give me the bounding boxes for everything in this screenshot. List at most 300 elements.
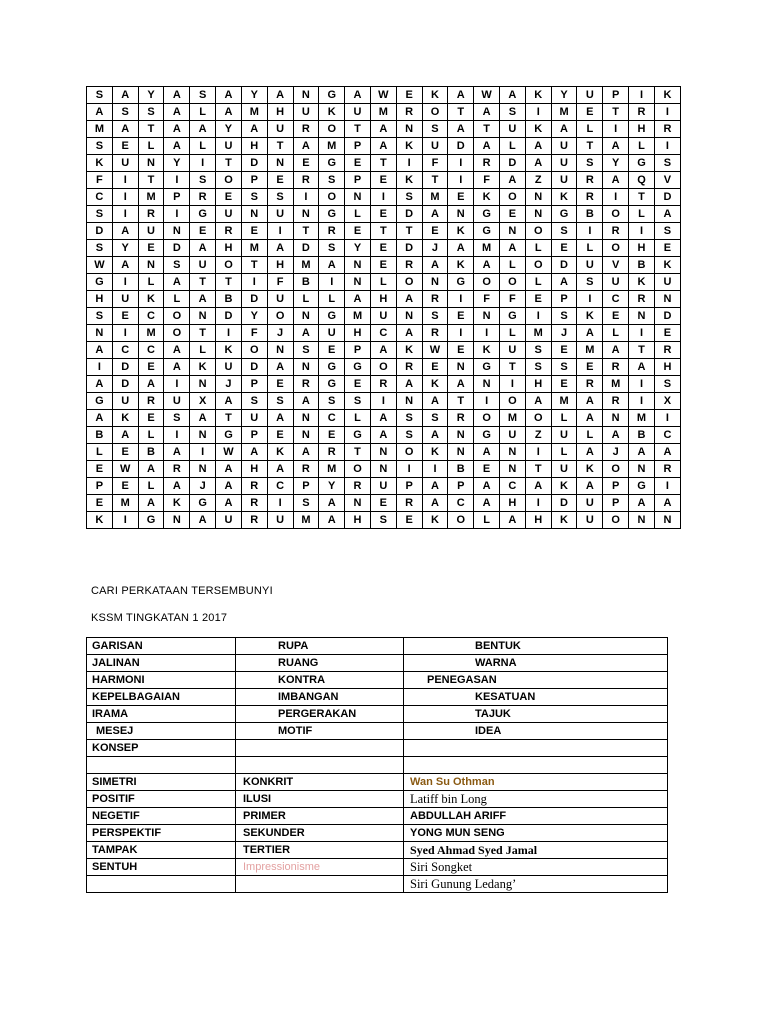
- grid-row: [87, 240, 681, 257]
- grid-letter: H: [241, 138, 267, 155]
- grid-letter: I: [112, 206, 138, 223]
- grid-letter: R: [629, 291, 655, 308]
- grid-row: [87, 206, 681, 223]
- grid-letter: A: [422, 206, 448, 223]
- term-cell: NEGETIF: [87, 808, 236, 825]
- grid-letter: I: [190, 444, 216, 461]
- grid-letter: A: [164, 274, 190, 291]
- word-cell: [404, 740, 668, 757]
- grid-letter: U: [216, 206, 242, 223]
- grid-letter: A: [267, 359, 293, 376]
- grid-letter: H: [370, 291, 396, 308]
- word-cell: [87, 757, 236, 774]
- grid-letter: U: [370, 308, 396, 325]
- grid-letter: K: [422, 512, 448, 529]
- grid-letter: M: [551, 104, 577, 121]
- grid-letter: R: [241, 512, 267, 529]
- grid-letter: K: [216, 342, 242, 359]
- grid-letter: A: [603, 342, 629, 359]
- grid-letter: G: [190, 206, 216, 223]
- grid-letter: I: [654, 410, 680, 427]
- grid-letter: N: [293, 410, 319, 427]
- grid-letter: L: [345, 410, 371, 427]
- grid-letter: S: [551, 223, 577, 240]
- grid-letter: U: [551, 461, 577, 478]
- grid-letter: T: [190, 325, 216, 342]
- word-cell: KONSEP: [87, 740, 236, 757]
- grid-row: [87, 461, 681, 478]
- grid-letter: A: [370, 410, 396, 427]
- grid-letter: G: [474, 359, 500, 376]
- grid-letter: T: [216, 274, 242, 291]
- grid-letter: A: [164, 104, 190, 121]
- grid-letter: H: [629, 240, 655, 257]
- grid-letter: A: [422, 257, 448, 274]
- grid-letter: M: [241, 104, 267, 121]
- grid-letter: O: [500, 189, 526, 206]
- grid-letter: F: [474, 172, 500, 189]
- grid-letter: N: [138, 155, 164, 172]
- grid-letter: L: [603, 325, 629, 342]
- grid-letter: D: [551, 495, 577, 512]
- grid-letter: E: [577, 104, 603, 121]
- grid-letter: U: [164, 393, 190, 410]
- grid-letter: P: [241, 376, 267, 393]
- grid-letter: E: [448, 342, 474, 359]
- grid-letter: G: [190, 495, 216, 512]
- grid-letter: O: [319, 189, 345, 206]
- grid-letter: L: [138, 274, 164, 291]
- grid-letter: W: [474, 87, 500, 104]
- term-cell: PRIMER: [236, 808, 404, 825]
- grid-letter: A: [241, 444, 267, 461]
- grid-letter: N: [370, 461, 396, 478]
- grid-letter: A: [241, 121, 267, 138]
- grid-letter: E: [112, 444, 138, 461]
- grid-letter: O: [525, 257, 551, 274]
- grid-letter: E: [525, 291, 551, 308]
- grid-letter: E: [138, 240, 164, 257]
- grid-letter: T: [345, 121, 371, 138]
- grid-letter: N: [396, 393, 422, 410]
- grid-letter: U: [216, 138, 242, 155]
- grid-letter: A: [577, 410, 603, 427]
- grid-letter: U: [112, 155, 138, 172]
- grid-row: [87, 87, 681, 104]
- grid-letter: T: [603, 104, 629, 121]
- grid-letter: H: [654, 359, 680, 376]
- grid-letter: L: [293, 291, 319, 308]
- grid-letter: N: [345, 189, 371, 206]
- grid-row: [87, 172, 681, 189]
- grid-letter: I: [629, 325, 655, 342]
- grid-letter: M: [422, 189, 448, 206]
- grid-letter: A: [577, 325, 603, 342]
- grid-letter: K: [87, 512, 113, 529]
- grid-letter: I: [112, 274, 138, 291]
- grid-letter: A: [190, 291, 216, 308]
- grid-letter: K: [396, 138, 422, 155]
- grid-letter: P: [345, 172, 371, 189]
- grid-letter: I: [164, 376, 190, 393]
- grid-letter: I: [654, 104, 680, 121]
- grid-letter: D: [654, 308, 680, 325]
- grid-letter: S: [551, 359, 577, 376]
- grid-letter: E: [112, 308, 138, 325]
- grid-letter: W: [216, 444, 242, 461]
- grid-letter: N: [293, 87, 319, 104]
- grid-letter: G: [319, 308, 345, 325]
- grid-letter: R: [190, 189, 216, 206]
- grid-letter: I: [112, 325, 138, 342]
- grid-letter: Y: [319, 478, 345, 495]
- grid-letter: O: [525, 410, 551, 427]
- grid-letter: K: [396, 342, 422, 359]
- grid-letter: A: [216, 104, 242, 121]
- grid-letter: T: [422, 172, 448, 189]
- grid-letter: K: [267, 444, 293, 461]
- grid-letter: Y: [138, 87, 164, 104]
- grid-letter: A: [319, 257, 345, 274]
- grid-letter: E: [112, 138, 138, 155]
- grid-letter: I: [448, 325, 474, 342]
- grid-letter: R: [422, 325, 448, 342]
- grid-letter: T: [267, 138, 293, 155]
- grid-letter: A: [396, 325, 422, 342]
- grid-letter: C: [500, 478, 526, 495]
- grid-letter: M: [525, 325, 551, 342]
- grid-letter: O: [500, 393, 526, 410]
- grid-letter: A: [138, 461, 164, 478]
- grid-letter: D: [241, 155, 267, 172]
- grid-letter: S: [654, 155, 680, 172]
- grid-letter: O: [319, 121, 345, 138]
- grid-letter: C: [87, 189, 113, 206]
- grid-letter: U: [577, 512, 603, 529]
- grid-letter: S: [293, 342, 319, 359]
- grid-letter: I: [603, 189, 629, 206]
- grid-letter: L: [138, 427, 164, 444]
- grid-letter: S: [112, 104, 138, 121]
- word-cell: MESEJ: [87, 723, 236, 740]
- grid-letter: N: [138, 257, 164, 274]
- grid-letter: I: [422, 461, 448, 478]
- grid-letter: A: [551, 274, 577, 291]
- grid-letter: I: [629, 223, 655, 240]
- grid-letter: I: [319, 274, 345, 291]
- grid-letter: Y: [241, 87, 267, 104]
- grid-letter: U: [551, 155, 577, 172]
- grid-letter: A: [164, 121, 190, 138]
- grid-letter: S: [500, 104, 526, 121]
- word-cell: [236, 740, 404, 757]
- grid-letter: E: [112, 478, 138, 495]
- grid-letter: M: [138, 325, 164, 342]
- grid-letter: A: [500, 240, 526, 257]
- term-cell: [87, 876, 236, 893]
- grid-letter: S: [164, 257, 190, 274]
- grid-letter: N: [370, 444, 396, 461]
- word-cell: PENEGASAN: [404, 672, 668, 689]
- grid-letter: U: [500, 427, 526, 444]
- grid-letter: D: [164, 240, 190, 257]
- grid-letter: I: [370, 393, 396, 410]
- grid-letter: A: [190, 121, 216, 138]
- grid-letter: U: [654, 274, 680, 291]
- grid-letter: P: [603, 495, 629, 512]
- grid-letter: I: [629, 393, 655, 410]
- word-cell: MOTIF: [236, 723, 404, 740]
- grid-letter: S: [654, 376, 680, 393]
- grid-letter: U: [422, 138, 448, 155]
- grid-letter: L: [577, 240, 603, 257]
- grid-letter: N: [500, 444, 526, 461]
- grid-letter: K: [448, 257, 474, 274]
- term-cell: Impressionisme: [236, 859, 404, 876]
- grid-letter: S: [577, 155, 603, 172]
- grid-letter: M: [474, 240, 500, 257]
- grid-letter: G: [138, 512, 164, 529]
- grid-letter: A: [112, 87, 138, 104]
- grid-letter: A: [525, 478, 551, 495]
- grid-letter: I: [525, 495, 551, 512]
- grid-letter: R: [293, 461, 319, 478]
- grid-letter: A: [370, 121, 396, 138]
- grid-letter: C: [138, 342, 164, 359]
- grid-letter: G: [345, 359, 371, 376]
- grid-row: [87, 410, 681, 427]
- grid-letter: I: [654, 478, 680, 495]
- grid-letter: A: [577, 478, 603, 495]
- grid-letter: O: [345, 461, 371, 478]
- grid-letter: C: [370, 325, 396, 342]
- word-row: [87, 723, 668, 740]
- grid-letter: S: [319, 240, 345, 257]
- grid-letter: A: [164, 478, 190, 495]
- grid-row: [87, 427, 681, 444]
- grid-letter: G: [87, 274, 113, 291]
- grid-letter: I: [448, 155, 474, 172]
- grid-letter: D: [500, 155, 526, 172]
- grid-letter: R: [216, 223, 242, 240]
- grid-letter: L: [164, 291, 190, 308]
- grid-letter: M: [293, 257, 319, 274]
- grid-letter: A: [474, 495, 500, 512]
- grid-letter: S: [319, 172, 345, 189]
- grid-letter: O: [525, 223, 551, 240]
- grid-letter: N: [448, 206, 474, 223]
- grid-letter: E: [577, 359, 603, 376]
- grid-letter: E: [87, 495, 113, 512]
- grid-letter: T: [629, 342, 655, 359]
- grid-letter: R: [654, 342, 680, 359]
- grid-letter: B: [87, 427, 113, 444]
- grid-letter: O: [216, 257, 242, 274]
- grid-letter: O: [500, 274, 526, 291]
- grid-letter: Q: [629, 172, 655, 189]
- grid-letter: X: [654, 393, 680, 410]
- word-cell: KONTRA: [236, 672, 404, 689]
- grid-letter: I: [164, 206, 190, 223]
- grid-letter: N: [396, 308, 422, 325]
- grid-letter: N: [293, 359, 319, 376]
- grid-letter: M: [345, 308, 371, 325]
- grid-letter: R: [603, 223, 629, 240]
- grid-letter: N: [87, 325, 113, 342]
- grid-letter: E: [241, 223, 267, 240]
- grid-letter: N: [267, 155, 293, 172]
- grid-letter: L: [474, 512, 500, 529]
- grid-row: [87, 342, 681, 359]
- grid-letter: A: [525, 393, 551, 410]
- word-list-table: [86, 637, 668, 893]
- grid-row: [87, 393, 681, 410]
- grid-letter: I: [603, 121, 629, 138]
- grid-letter: N: [190, 376, 216, 393]
- grid-letter: S: [370, 512, 396, 529]
- grid-letter: O: [603, 240, 629, 257]
- grid-letter: R: [319, 223, 345, 240]
- word-row: [87, 740, 668, 757]
- grid-letter: A: [112, 121, 138, 138]
- grid-letter: G: [474, 206, 500, 223]
- grid-letter: J: [267, 325, 293, 342]
- word-cell: HARMONI: [87, 672, 236, 689]
- grid-letter: A: [500, 87, 526, 104]
- artist-cell: YONG MUN SENG: [404, 825, 668, 842]
- grid-letter: T: [216, 410, 242, 427]
- word-cell: TAJUK: [404, 706, 668, 723]
- grid-letter: G: [474, 223, 500, 240]
- grid-letter: O: [448, 512, 474, 529]
- grid-letter: S: [422, 308, 448, 325]
- word-cell: IRAMA: [87, 706, 236, 723]
- grid-letter: O: [474, 274, 500, 291]
- grid-letter: I: [577, 291, 603, 308]
- grid-letter: Y: [241, 308, 267, 325]
- grid-letter: M: [603, 376, 629, 393]
- grid-letter: P: [293, 478, 319, 495]
- grid-letter: S: [190, 172, 216, 189]
- grid-letter: K: [422, 444, 448, 461]
- grid-letter: O: [216, 172, 242, 189]
- grid-letter: F: [422, 155, 448, 172]
- grid-letter: A: [319, 512, 345, 529]
- grid-letter: A: [603, 138, 629, 155]
- grid-letter: F: [474, 291, 500, 308]
- grid-letter: A: [474, 257, 500, 274]
- grid-letter: P: [603, 478, 629, 495]
- grid-letter: U: [500, 342, 526, 359]
- grid-letter: A: [164, 138, 190, 155]
- artwork-cell: Siri Songket: [404, 859, 668, 876]
- grid-letter: E: [138, 359, 164, 376]
- word-cell: WARNA: [404, 655, 668, 672]
- grid-letter: A: [396, 376, 422, 393]
- grid-letter: B: [293, 274, 319, 291]
- grid-letter: N: [629, 308, 655, 325]
- grid-letter: E: [654, 240, 680, 257]
- grid-letter: O: [241, 342, 267, 359]
- grid-letter: H: [345, 325, 371, 342]
- grid-letter: H: [267, 257, 293, 274]
- grid-letter: N: [396, 121, 422, 138]
- grid-letter: J: [216, 376, 242, 393]
- grid-letter: A: [448, 240, 474, 257]
- grid-letter: R: [396, 495, 422, 512]
- grid-letter: S: [241, 189, 267, 206]
- grid-letter: H: [216, 240, 242, 257]
- grid-letter: E: [551, 376, 577, 393]
- grid-letter: U: [267, 291, 293, 308]
- grid-letter: L: [525, 274, 551, 291]
- grid-letter: B: [577, 206, 603, 223]
- word-row: [87, 655, 668, 672]
- grid-letter: N: [241, 206, 267, 223]
- grid-letter: A: [267, 87, 293, 104]
- grid-letter: A: [138, 495, 164, 512]
- grid-letter: T: [370, 155, 396, 172]
- grid-letter: U: [551, 172, 577, 189]
- grid-letter: A: [500, 512, 526, 529]
- grid-letter: U: [551, 138, 577, 155]
- grid-letter: H: [629, 121, 655, 138]
- grid-letter: K: [138, 291, 164, 308]
- grid-letter: E: [448, 189, 474, 206]
- grid-letter: N: [345, 257, 371, 274]
- grid-letter: E: [603, 308, 629, 325]
- grid-row: [87, 325, 681, 342]
- grid-letter: P: [448, 478, 474, 495]
- grid-letter: A: [112, 223, 138, 240]
- grid-letter: E: [345, 155, 371, 172]
- grid-letter: I: [370, 189, 396, 206]
- grid-letter: M: [241, 240, 267, 257]
- grid-letter: P: [396, 478, 422, 495]
- grid-letter: A: [164, 444, 190, 461]
- grid-letter: G: [319, 376, 345, 393]
- grid-letter: L: [190, 342, 216, 359]
- grid-letter: G: [216, 427, 242, 444]
- grid-letter: D: [112, 376, 138, 393]
- term-row: [87, 842, 668, 859]
- grid-letter: U: [216, 512, 242, 529]
- grid-letter: N: [654, 291, 680, 308]
- grid-letter: L: [87, 444, 113, 461]
- grid-letter: L: [629, 206, 655, 223]
- grid-letter: N: [293, 427, 319, 444]
- grid-letter: I: [396, 461, 422, 478]
- grid-letter: E: [190, 223, 216, 240]
- grid-letter: T: [190, 274, 216, 291]
- grid-letter: A: [577, 393, 603, 410]
- grid-letter: O: [396, 274, 422, 291]
- grid-letter: M: [551, 393, 577, 410]
- grid-letter: D: [448, 138, 474, 155]
- grid-letter: S: [396, 427, 422, 444]
- term-cell: SEKUNDER: [236, 825, 404, 842]
- grid-letter: J: [190, 478, 216, 495]
- grid-letter: N: [164, 512, 190, 529]
- grid-letter: U: [267, 512, 293, 529]
- term-cell: TERTIER: [236, 842, 404, 859]
- grid-letter: H: [345, 512, 371, 529]
- grid-letter: R: [448, 410, 474, 427]
- grid-letter: F: [87, 172, 113, 189]
- term-row: [87, 791, 668, 808]
- grid-letter: N: [345, 495, 371, 512]
- grid-letter: R: [474, 155, 500, 172]
